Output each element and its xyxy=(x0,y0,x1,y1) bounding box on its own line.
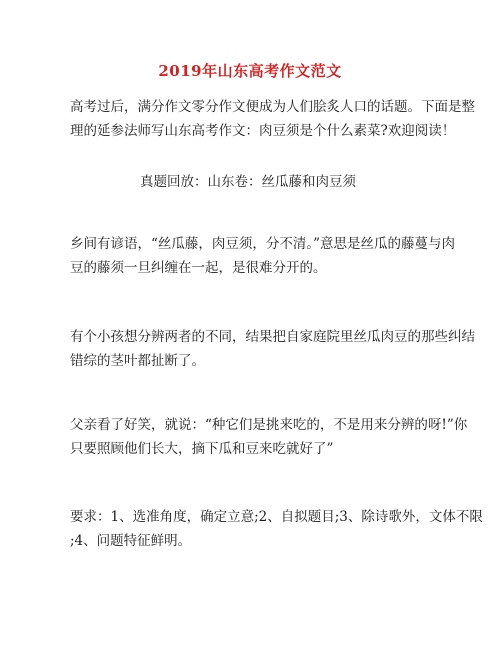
paragraph-line: 要求：1、选准角度，确定立意;2、自拟题目;3、除诗歌外，文体不限 xyxy=(70,509,483,525)
paragraph-line: ;4、问题特征鲜明。 xyxy=(70,533,192,549)
intro-line: 理的延参法师写山东高考作文：肉豆须是个什么素菜?欢迎阅读！ xyxy=(70,123,456,139)
body-paragraph xyxy=(70,232,456,280)
intro-line: 高考过后，满分作文零分作文便成为人们脍炙人口的话题。下面是整 xyxy=(70,99,475,115)
body-paragraph xyxy=(70,325,475,373)
paragraph-line: 有个小孩想分辨两者的不同，结果把自家庭院里丝瓜肉豆的那些纠结 xyxy=(70,329,475,345)
paragraph-line: 父亲看了好笑，就说：“种它们是挑来吃的，不是用来分辨的呀!”你 xyxy=(70,417,468,433)
requirements-paragraph xyxy=(70,505,483,553)
body-paragraph xyxy=(70,413,468,461)
paragraph-line: 错综的茎叶都扯断了。 xyxy=(70,353,205,369)
paragraph-line: 豆的藤须一旦纠缠在一起，是很难分开的。 xyxy=(70,260,327,276)
intro-paragraph xyxy=(70,95,475,143)
paragraph-line: 只要照顾他们长大，摘下瓜和豆来吃就好了” xyxy=(70,441,334,457)
paragraph-line: 乡间有谚语，“丝瓜藤，肉豆须，分不清。”意思是丝瓜的藤蔓与肉 xyxy=(70,236,456,252)
exam-subtitle: 真题回放：山东卷：丝瓜藤和肉豆须 xyxy=(140,174,356,190)
document-title: 2019年山东高考作文范文 xyxy=(158,62,342,80)
